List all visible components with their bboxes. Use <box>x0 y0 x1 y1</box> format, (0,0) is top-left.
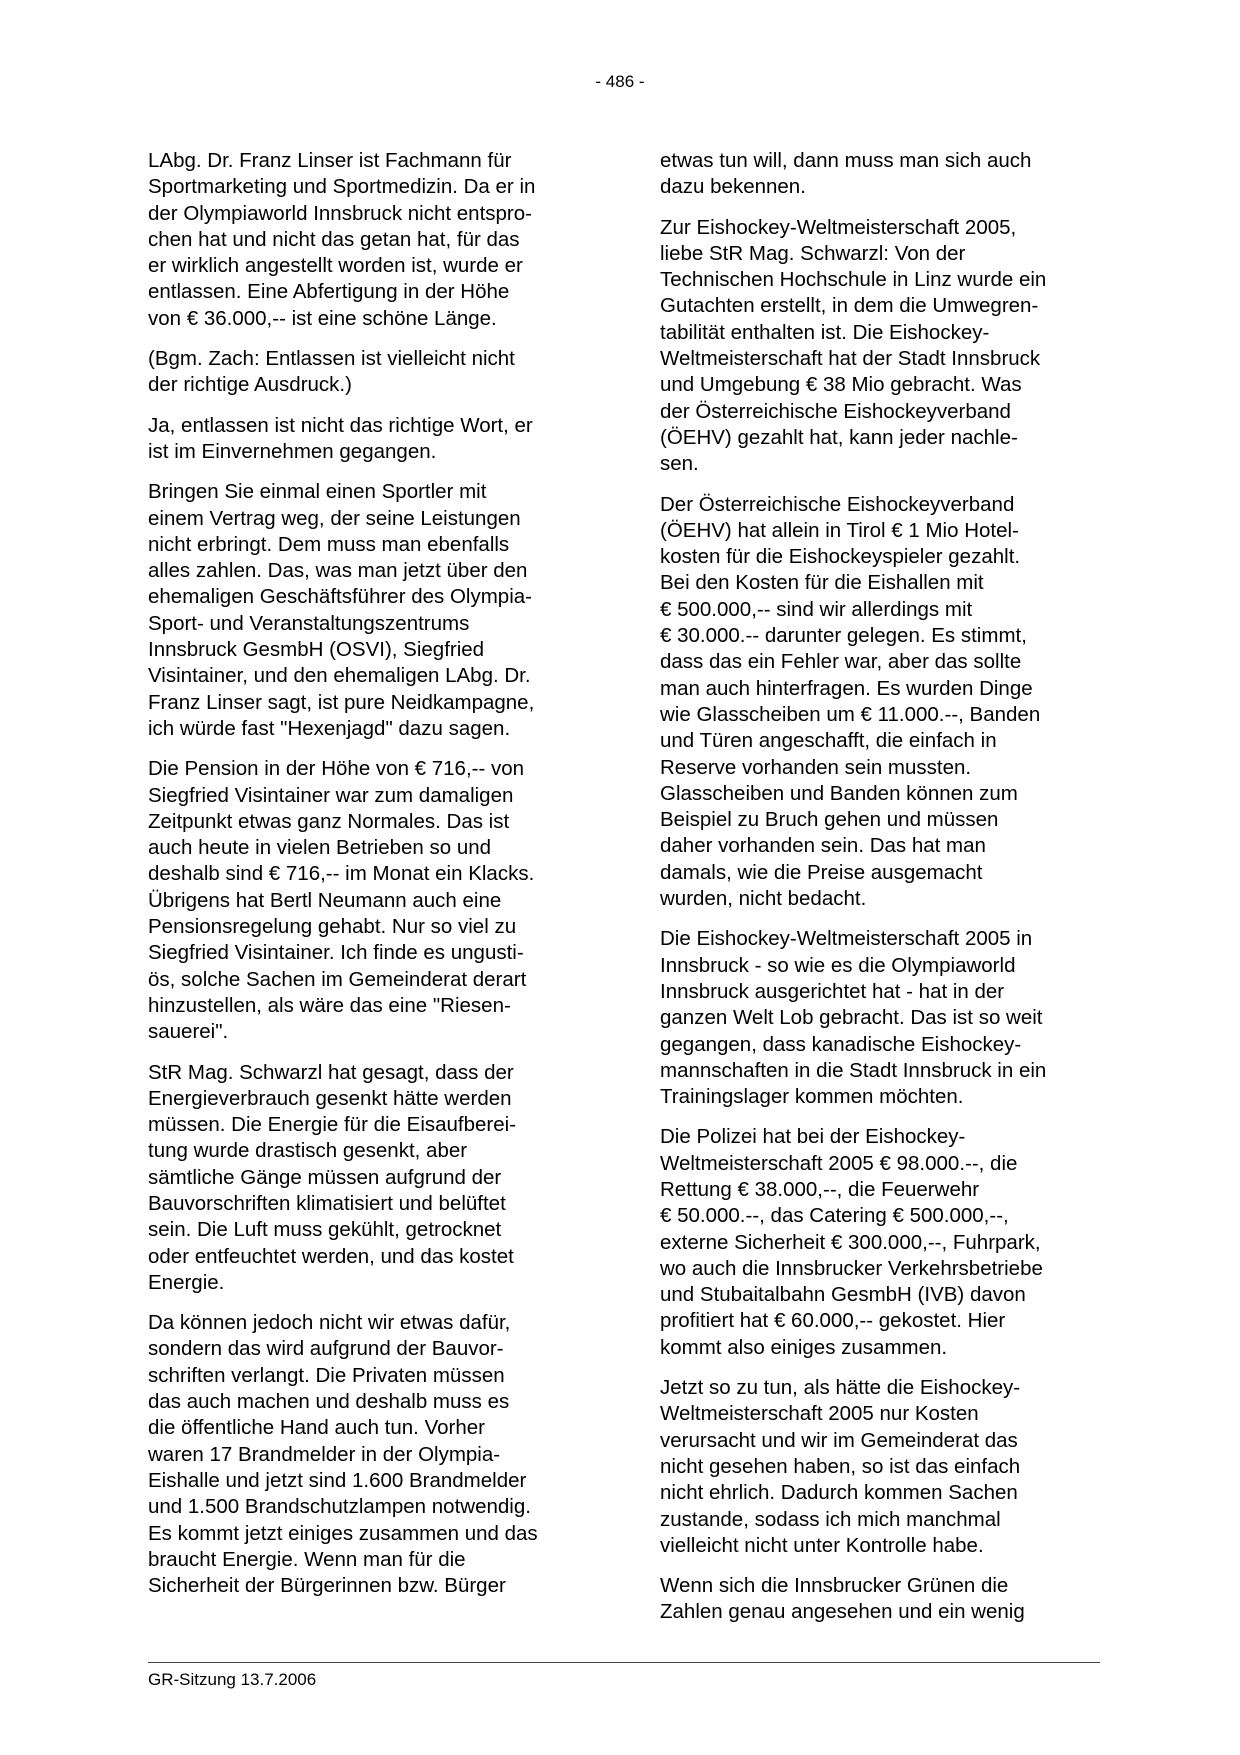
paragraph: Bringen Sie einmal einen Sportler mit einem Vertrag weg, der seine Leistungen nicht erbringt. Dem muss man ebenfalls alles zahlen. Das, was man jetzt über den ehemaligen Geschäftsführer des Olympia- Sport- und Veranstaltungszentrums Innsbruck GesmbH (OSVI), Siegfried Visintainer, und den ehemaligen LAbg. Dr. Franz Linser sagt, ist pure Neidkampagne, ich würde fast "Hexenjagd" dazu sagen. <box>148 480 535 740</box>
paragraph: Die Pension in der Höhe von € 716,-- von Siegfried Visintainer war zum damaligen Zeitpunkt etwas ganz Normales. Das ist auch heute in vielen Betrieben so und deshalb sind € 716,-- im Monat ein Klacks. Übrigens hat Bertl Neumann auch eine Pensionsregelung gehabt. Nur so viel zu Siegfried Visintainer. Ich finde es ungusti- ös, solche Sachen im Gemeinderat derart hinzustellen, als wäre das eine "Riesen- sauerei". <box>148 757 535 1044</box>
paragraph: Wenn sich die Innsbrucker Grünen die Zahlen genau angesehen und ein wenig <box>660 1574 1025 1624</box>
paragraph: (Bgm. Zach: Entlassen ist vielleicht nicht der richtige Ausdruck.) <box>148 347 515 397</box>
paragraph: Zur Eishockey-Weltmeisterschaft 2005, liebe StR Mag. Schwarzl: Von der Technischen Hochschule in Linz wurde ein Gutachten erstellt, in dem die Umwegren- tabilität enthalten ist. Die Eishockey- Weltmeisterschaft hat der Stadt Innsbruck und Umgebung € 38 Mio gebracht. Was der Österreichische Eishockeyverband (ÖEHV) gezahlt hat, kann jeder nachle- sen. <box>660 215 1047 476</box>
footer-session-label: GR-Sitzung 13.7.2006 <box>148 1670 317 1689</box>
paragraph: Da können jedoch nicht wir etwas dafür, sondern das wird aufgrund der Bauvor- schriften verlangt. Die Privaten müssen das auch machen und deshalb muss es die öffentliche Hand auch tun. Vorher waren 17 Brandmelder in der Olympia- Eishalle und jetzt sind 1.600 Brandmelder und 1.500 Brandschutzlampen notwendig. Es kommt jetzt einiges zusammen und das braucht Energie. Wenn man für die Sicherheit der Bürgerinnen bzw. Bürger <box>148 1311 538 1598</box>
paragraph: Jetzt so zu tun, als hätte die Eishockey- Weltmeisterschaft 2005 nur Kosten verursacht und wir im Gemeinderat das nicht gesehen haben, so ist das einfach nicht ehrlich. Dadurch kommen Sachen zustande, sodass ich mich manchmal vielleicht nicht unter Kontrolle habe. <box>660 1376 1021 1557</box>
paragraph: Der Österreichische Eishockeyverband (ÖEHV) hat allein in Tirol € 1 Mio Hotel- kosten für die Eishockeyspieler gezahlt. Bei den Kosten für die Eishallen mit € 500.000,-- sind wir allerdings mit € 30.000.-- darunter gelegen. Es stimmt, dass das ein Fehler war, aber das sollte man auch hinterfragen. Es wurden Dinge wie Glasscheiben um € 11.000.--, Banden und Türen angeschafft, die einfach in Reserve vorhanden sein mussten. Glasscheiben und Banden können zum Beispiel zu Bruch gehen und müssen daher vorhanden sein. Das hat man damals, wie die Preise ausgemacht wurden, nicht bedacht. <box>660 492 1041 911</box>
page-number: - 486 - <box>595 72 645 91</box>
paragraph: Die Polizei hat bei der Eishockey- Weltmeisterschaft 2005 € 98.000.--, die Rettung € 38.000,--, die Feuerwehr € 50.000.--, das Catering € 500.000,--, externe Sicherheit € 300.000,--, Fuhrpark, wo auch die Innsbrucker Verkehrsbetriebe und Stubaitalbahn GesmbH (IVB) davon profitiert hat € 60.000,-- gekostet. Hier kommt also einiges zusammen. <box>660 1125 1043 1359</box>
paragraph: LAbg. Dr. Franz Linser ist Fachmann für Sportmarketing und Sportmedizin. Da er in der Olympiaworld Innsbruck nicht entspro- chen hat und nicht das getan hat, für das er wirklich angestellt worden ist, wurde er entlassen. Eine Abfertigung in der Höhe von € 36.000,-- ist eine schöne Länge. <box>148 149 536 330</box>
footer-divider <box>148 1662 1100 1663</box>
right-column <box>660 148 1100 1640</box>
paragraph: etwas tun will, dann muss man sich auch dazu bekennen. <box>660 149 1032 199</box>
left-column <box>148 148 588 1613</box>
paragraph: StR Mag. Schwarzl hat gesagt, dass der Energieverbrauch gesenkt hätte werden müssen. Die Energie für die Eisaufberei- tung wurde drastisch gesenkt, aber sämtliche Gänge müssen aufgrund der Bauvorschriften klimatisiert und belüftet sein. Die Luft muss gekühlt, getrocknet oder entfeuchtet werden, und das kostet Energie. <box>148 1060 517 1294</box>
paragraph: Die Eishockey-Weltmeisterschaft 2005 in Innsbruck - so wie es die Olympiaworld Innsbruck ausgerichtet hat - hat in der ganzen Welt Lob gebracht. Das ist so weit gegangen, dass kanadische Eishockey- mannschaften in die Stadt Innsbruck in ein Trainingslager kommen möchten. <box>660 927 1047 1109</box>
paragraph: Ja, entlassen ist nicht das richtige Wort, er ist im Einvernehmen gegangen. <box>148 413 533 463</box>
